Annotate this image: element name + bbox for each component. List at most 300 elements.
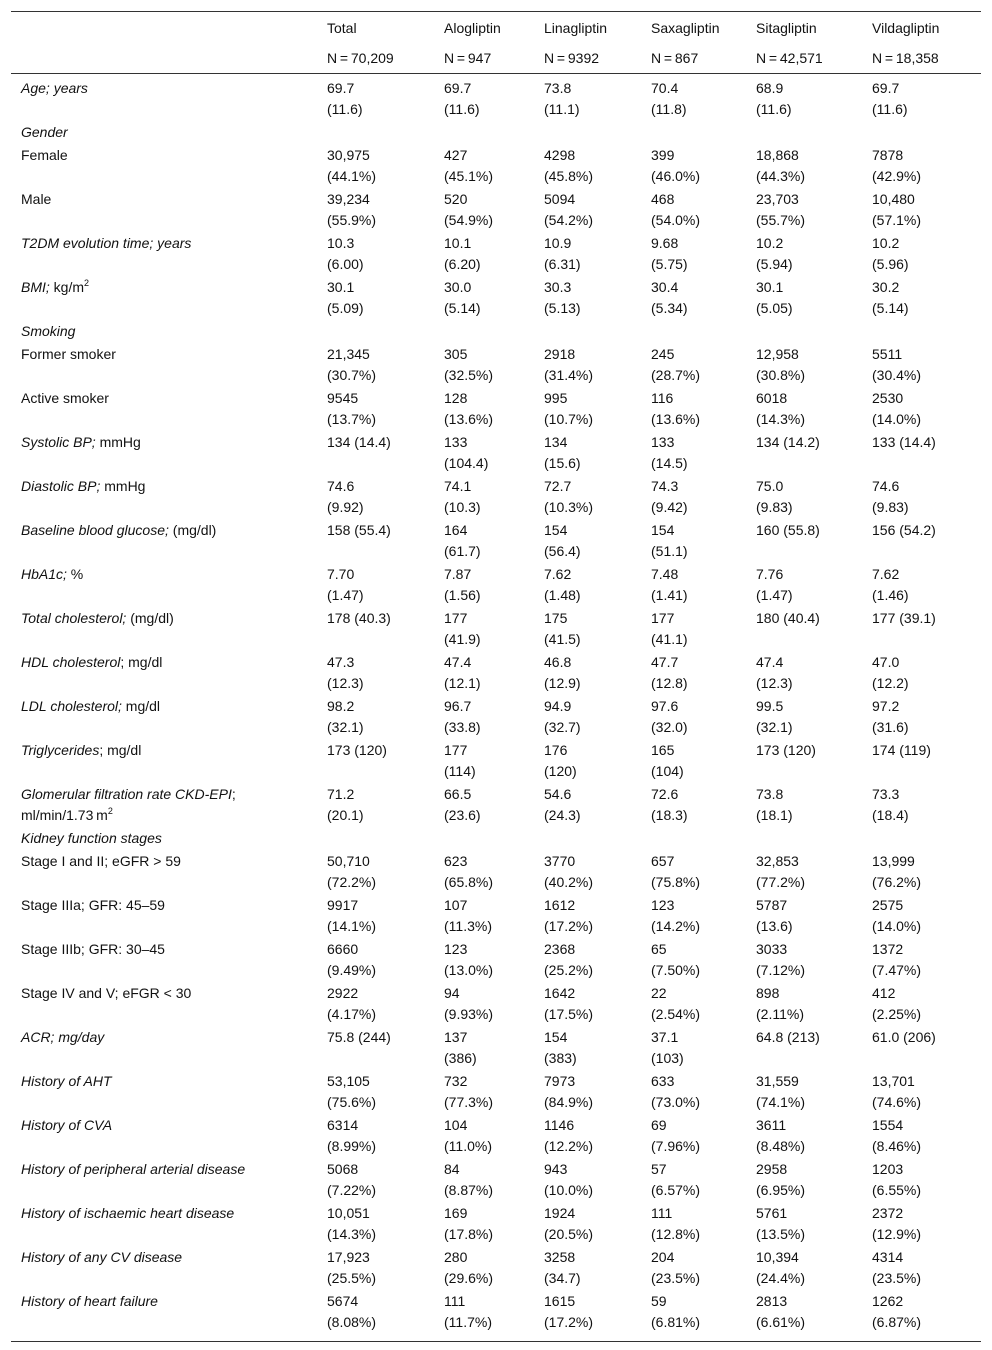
cell-detail: (8.46%) — [872, 1138, 922, 1154]
cell-detail: (30.8%) — [756, 367, 806, 383]
cell-detail: (18.1) — [756, 807, 793, 823]
row-label-italic: History of CVA — [21, 1117, 113, 1133]
row-label — [11, 851, 317, 895]
cell-value: 73.8 — [544, 80, 572, 96]
value-cell-vildagliptin — [862, 145, 981, 189]
cell-detail: (5.05) — [756, 300, 793, 316]
value-cell-linagliptin — [534, 432, 641, 476]
value-cell-linagliptin — [534, 1247, 641, 1291]
table-row — [11, 122, 981, 145]
cell-value: 54.6 — [544, 786, 572, 802]
cell-detail: (12.1) — [444, 675, 481, 691]
row-label — [11, 784, 317, 828]
n-cell-sitagliptin: N = 42,571 — [746, 48, 862, 74]
cell-detail: (5.14) — [444, 300, 481, 316]
cell-value: 2918 — [544, 346, 576, 362]
cell-detail: (6.87%) — [872, 1314, 922, 1330]
cell-value: 10.9 — [544, 235, 572, 251]
row-label-superscript: 2 — [107, 806, 113, 816]
value-cell-alogliptin — [434, 784, 534, 828]
cell-value: 6660 — [327, 941, 359, 957]
cell-value: 23,703 — [756, 191, 799, 207]
cell-value: 2575 — [872, 897, 904, 913]
cell-detail: (10.0%) — [544, 1182, 594, 1198]
value-cell-saxagliptin — [641, 388, 746, 432]
cell-value: 73.3 — [872, 786, 900, 802]
value-cell-sitagliptin — [746, 74, 862, 123]
cell-value: 5094 — [544, 191, 576, 207]
cell-detail: (41.1) — [651, 631, 688, 647]
table-row — [11, 652, 981, 696]
cell-value: 2813 — [756, 1293, 788, 1309]
value-cell-linagliptin — [534, 652, 641, 696]
row-label — [11, 939, 317, 983]
value-cell-linagliptin — [534, 983, 641, 1027]
value-cell-linagliptin — [534, 476, 641, 520]
value-cell-vildagliptin — [862, 344, 981, 388]
value-cell-total — [317, 696, 434, 740]
row-label-italic: BMI; — [21, 279, 50, 295]
row-label — [11, 1159, 317, 1203]
cell-value: 7.48 — [651, 566, 679, 582]
value-cell-alogliptin — [434, 74, 534, 123]
value-cell-alogliptin — [434, 277, 534, 321]
value-cell-linagliptin — [534, 1071, 641, 1115]
value-cell-linagliptin — [534, 321, 641, 344]
cell-value: 5511 — [872, 346, 903, 362]
cell-detail: (17.5%) — [544, 1006, 594, 1022]
value-cell-vildagliptin — [862, 564, 981, 608]
value-cell-saxagliptin — [641, 740, 746, 784]
value-cell-total — [317, 1115, 434, 1159]
value-cell-total — [317, 74, 434, 123]
row-label-italic: ACR; mg/day — [21, 1029, 105, 1045]
value-cell-linagliptin — [534, 740, 641, 784]
cell-value: 57 — [651, 1161, 667, 1177]
table-row — [11, 1071, 981, 1115]
value-cell-sitagliptin — [746, 608, 862, 652]
cell-value: 46.8 — [544, 654, 572, 670]
value-cell-saxagliptin — [641, 145, 746, 189]
cell-value: 164 — [444, 522, 468, 538]
cell-value: 73.8 — [756, 786, 784, 802]
value-cell-saxagliptin — [641, 696, 746, 740]
value-cell-saxagliptin — [641, 939, 746, 983]
value-cell-sitagliptin — [746, 564, 862, 608]
cell-value: 174 (119) — [872, 742, 931, 758]
cell-detail: (9.83) — [756, 499, 793, 515]
cell-value: 70.4 — [651, 80, 679, 96]
cell-value: 10,051 — [327, 1205, 370, 1221]
value-cell-sitagliptin — [746, 1115, 862, 1159]
cell-detail: (9.92) — [327, 499, 364, 515]
n-cell-vildagliptin: N = 18,358 — [862, 48, 981, 74]
row-label — [11, 895, 317, 939]
value-cell-sitagliptin — [746, 828, 862, 851]
cell-detail: (72.2%) — [327, 874, 377, 890]
value-cell-sitagliptin — [746, 122, 862, 145]
cell-value: 123 — [651, 897, 675, 913]
value-cell-alogliptin — [434, 1159, 534, 1203]
cell-detail: (11.8) — [651, 101, 687, 117]
value-cell-alogliptin — [434, 939, 534, 983]
cell-value: 137 — [444, 1029, 468, 1045]
cell-value: 176 — [544, 742, 568, 758]
row-label — [11, 321, 317, 344]
cell-value: 99.5 — [756, 698, 784, 714]
row-label-unit: ; ml/min/1.73 m — [21, 786, 236, 823]
cell-value: 10,394 — [756, 1249, 799, 1265]
cell-detail: (55.7%) — [756, 212, 806, 228]
value-cell-saxagliptin — [641, 277, 746, 321]
cell-detail: (14.2%) — [651, 918, 701, 934]
cell-value: 175 — [544, 610, 568, 626]
value-cell-sitagliptin — [746, 432, 862, 476]
cell-detail: (2.25%) — [872, 1006, 922, 1022]
cell-detail: (75.6%) — [327, 1094, 377, 1110]
cell-value: 104 — [444, 1117, 468, 1133]
cell-detail: (56.4) — [544, 543, 581, 559]
cell-value: 943 — [544, 1161, 568, 1177]
table-row — [11, 277, 981, 321]
cell-value: 156 (54.2) — [872, 522, 936, 538]
cell-value: 53,105 — [327, 1073, 370, 1089]
value-cell-sitagliptin — [746, 696, 862, 740]
cell-detail: (25.2%) — [544, 962, 594, 978]
value-cell-total — [317, 895, 434, 939]
cell-detail: (32.0) — [651, 719, 688, 735]
row-label-italic: HDL cholesterol — [21, 654, 121, 670]
cell-detail: (84.9%) — [544, 1094, 594, 1110]
value-cell-alogliptin — [434, 1027, 534, 1071]
row-label-italic: HbA1c; — [21, 566, 67, 582]
cell-value: 1615 — [544, 1293, 576, 1309]
cell-detail: (13.7%) — [327, 411, 377, 427]
cell-value: 177 (39.1) — [872, 610, 936, 626]
cell-detail: (8.87%) — [444, 1182, 494, 1198]
cell-detail: (12.9%) — [872, 1226, 922, 1242]
table-row — [11, 564, 981, 608]
cell-detail: (54.2%) — [544, 212, 594, 228]
row-label-unit: mmHg — [95, 434, 141, 450]
row-label-italic: Triglycerides — [21, 742, 100, 758]
cell-detail: (44.3%) — [756, 168, 806, 184]
cell-detail: (13.0%) — [444, 962, 494, 978]
header-cell-vildagliptin: Vildagliptin — [862, 12, 981, 49]
cell-value: 1262 — [872, 1293, 904, 1309]
table-row — [11, 939, 981, 983]
cell-detail: (9.93%) — [444, 1006, 494, 1022]
cell-value: 520 — [444, 191, 468, 207]
row-label-italic: History of any CV disease — [21, 1249, 183, 1265]
cell-detail: (8.08%) — [327, 1314, 377, 1330]
row-label-italic: Systolic BP; — [21, 434, 96, 450]
cell-detail: (45.8%) — [544, 168, 594, 184]
cell-value: 5674 — [327, 1293, 359, 1309]
cell-value: 6314 — [327, 1117, 359, 1133]
cell-value: 280 — [444, 1249, 468, 1265]
row-label-italic: Smoking — [21, 323, 76, 339]
cell-value: 154 — [651, 522, 675, 538]
cell-value: 50,710 — [327, 853, 370, 869]
header-cell-linagliptin: Linagliptin — [534, 12, 641, 49]
value-cell-alogliptin — [434, 321, 534, 344]
value-cell-vildagliptin — [862, 388, 981, 432]
value-cell-sitagliptin — [746, 895, 862, 939]
row-label-unit: Female — [21, 147, 68, 163]
value-cell-vildagliptin — [862, 784, 981, 828]
n-cell-total: N = 70,209 — [317, 48, 434, 74]
cell-detail: (12.2) — [872, 675, 909, 691]
cell-value: 7.87 — [444, 566, 472, 582]
value-cell-total — [317, 1071, 434, 1115]
cell-value: 134 — [544, 434, 568, 450]
cell-detail: (104) — [651, 763, 684, 779]
cell-detail: (23.6) — [444, 807, 481, 823]
cell-detail: (7.96%) — [651, 1138, 701, 1154]
cell-detail: (6.55%) — [872, 1182, 922, 1198]
value-cell-total — [317, 652, 434, 696]
cell-detail: (5.75) — [651, 256, 688, 272]
cell-value: 71.2 — [327, 786, 355, 802]
row-label-italic: Glomerular filtration rate CKD-EPI — [21, 786, 232, 802]
cell-detail: (20.5%) — [544, 1226, 594, 1242]
cell-detail: (77.2%) — [756, 874, 806, 890]
value-cell-vildagliptin — [862, 1291, 981, 1342]
value-cell-linagliptin — [534, 564, 641, 608]
cell-detail: (42.9%) — [872, 168, 922, 184]
cell-value: 177 — [444, 610, 468, 626]
value-cell-saxagliptin — [641, 1203, 746, 1247]
value-cell-sitagliptin — [746, 1071, 862, 1115]
value-cell-vildagliptin — [862, 277, 981, 321]
cell-detail: (11.6) — [756, 101, 792, 117]
baseline-characteristics-table-container — [11, 11, 981, 1342]
row-label — [11, 122, 317, 145]
row-label-unit: Stage I and II; eGFR > 59 — [21, 853, 181, 869]
cell-detail: (14.0%) — [872, 411, 922, 427]
value-cell-vildagliptin — [862, 608, 981, 652]
value-cell-saxagliptin — [641, 983, 746, 1027]
cell-value: 74.1 — [444, 478, 472, 494]
cell-detail: (5.94) — [756, 256, 793, 272]
cell-detail: (12.8) — [651, 675, 688, 691]
cell-detail: (5.34) — [651, 300, 688, 316]
n-row — [11, 48, 981, 74]
cell-detail: (10.7%) — [544, 411, 594, 427]
value-cell-vildagliptin — [862, 1027, 981, 1071]
n-cell-linagliptin: N = 9392 — [534, 48, 641, 74]
cell-value: 245 — [651, 346, 675, 362]
row-label-unit: Stage IIIa; GFR: 45–59 — [21, 897, 165, 913]
cell-value: 177 — [444, 742, 468, 758]
value-cell-saxagliptin — [641, 321, 746, 344]
table-row — [11, 388, 981, 432]
cell-value: 30.1 — [756, 279, 784, 295]
table-row — [11, 476, 981, 520]
cell-detail: (13.5%) — [756, 1226, 806, 1242]
value-cell-sitagliptin — [746, 983, 862, 1027]
cell-detail: (15.6) — [544, 455, 581, 471]
row-label — [11, 652, 317, 696]
cell-detail: (103) — [651, 1050, 684, 1066]
cell-value: 154 — [544, 522, 568, 538]
cell-value: 204 — [651, 1249, 675, 1265]
value-cell-saxagliptin — [641, 608, 746, 652]
value-cell-linagliptin — [534, 1027, 641, 1071]
value-cell-sitagliptin — [746, 1291, 862, 1342]
cell-detail: (7.12%) — [756, 962, 806, 978]
cell-detail: (34.7) — [544, 1270, 581, 1286]
cell-detail: (23.5%) — [651, 1270, 701, 1286]
cell-value: 169 — [444, 1205, 468, 1221]
value-cell-vildagliptin — [862, 476, 981, 520]
cell-value: 732 — [444, 1073, 468, 1089]
value-cell-linagliptin — [534, 277, 641, 321]
value-cell-sitagliptin — [746, 1027, 862, 1071]
value-cell-total — [317, 1247, 434, 1291]
value-cell-total — [317, 939, 434, 983]
cell-detail: (32.1) — [327, 719, 364, 735]
cell-detail: (1.47) — [327, 587, 364, 603]
value-cell-total — [317, 1027, 434, 1071]
cell-value: 30,975 — [327, 147, 370, 163]
cell-detail: (6.61%) — [756, 1314, 806, 1330]
value-cell-total — [317, 122, 434, 145]
value-cell-linagliptin — [534, 696, 641, 740]
cell-value: 1203 — [872, 1161, 904, 1177]
cell-detail: (10.3) — [444, 499, 481, 515]
row-label-italic: LDL cholesterol; — [21, 698, 122, 714]
value-cell-sitagliptin — [746, 1247, 862, 1291]
cell-value: 47.7 — [651, 654, 679, 670]
value-cell-vildagliptin — [862, 1115, 981, 1159]
row-label-italic: Gender — [21, 124, 68, 140]
cell-detail: (32.7) — [544, 719, 581, 735]
cell-detail: (33.8) — [444, 719, 481, 735]
n-cell-saxagliptin: N = 867 — [641, 48, 746, 74]
value-cell-linagliptin — [534, 388, 641, 432]
value-cell-saxagliptin — [641, 828, 746, 851]
cell-value: 94.9 — [544, 698, 572, 714]
cell-value: 30.2 — [872, 279, 900, 295]
table-row — [11, 432, 981, 476]
cell-detail: (57.1%) — [872, 212, 922, 228]
cell-value: 133 — [444, 434, 468, 450]
row-label-unit: kg/m — [49, 279, 85, 295]
cell-value: 3611 — [756, 1117, 787, 1133]
row-label-unit: (mg/dl) — [126, 610, 174, 626]
baseline-characteristics-table — [11, 11, 981, 1342]
cell-value: 7.62 — [544, 566, 572, 582]
cell-detail: (7.47%) — [872, 962, 922, 978]
value-cell-alogliptin — [434, 1071, 534, 1115]
table-row — [11, 233, 981, 277]
row-label — [11, 233, 317, 277]
table-body — [11, 74, 981, 1342]
cell-detail: (2.11%) — [756, 1006, 804, 1022]
cell-value: 72.6 — [651, 786, 679, 802]
value-cell-sitagliptin — [746, 476, 862, 520]
table-row — [11, 608, 981, 652]
cell-detail: (31.6) — [872, 719, 909, 735]
value-cell-alogliptin — [434, 740, 534, 784]
cell-value: 17,923 — [327, 1249, 370, 1265]
row-label-italic: Diastolic BP; — [21, 478, 101, 494]
value-cell-total — [317, 608, 434, 652]
value-cell-linagliptin — [534, 233, 641, 277]
cell-value: 412 — [872, 985, 896, 1001]
value-cell-alogliptin — [434, 696, 534, 740]
row-label — [11, 740, 317, 784]
table-row — [11, 145, 981, 189]
row-label — [11, 696, 317, 740]
value-cell-saxagliptin — [641, 851, 746, 895]
value-cell-vildagliptin — [862, 1159, 981, 1203]
row-label-unit: Male — [21, 191, 52, 207]
value-cell-sitagliptin — [746, 740, 862, 784]
cell-detail: (1.47) — [756, 587, 793, 603]
cell-detail: (44.1%) — [327, 168, 377, 184]
n-cell-alogliptin: N = 947 — [434, 48, 534, 74]
cell-detail: (54.9%) — [444, 212, 494, 228]
cell-value: 107 — [444, 897, 468, 913]
cell-value: 97.6 — [651, 698, 679, 714]
cell-detail: (5.09) — [327, 300, 364, 316]
cell-value: 5787 — [756, 897, 788, 913]
cell-detail: (17.2%) — [544, 918, 594, 934]
cell-value: 37.1 — [651, 1029, 679, 1045]
cell-value: 9917 — [327, 897, 359, 913]
cell-value: 427 — [444, 147, 468, 163]
value-cell-alogliptin — [434, 520, 534, 564]
cell-value: 154 — [544, 1029, 568, 1045]
cell-value: 64.8 (213) — [756, 1029, 820, 1045]
value-cell-linagliptin — [534, 1159, 641, 1203]
cell-value: 30.4 — [651, 279, 679, 295]
value-cell-vildagliptin — [862, 939, 981, 983]
value-cell-sitagliptin — [746, 145, 862, 189]
value-cell-alogliptin — [434, 828, 534, 851]
cell-detail: (6.00) — [327, 256, 364, 272]
cell-value: 30.3 — [544, 279, 572, 295]
cell-value: 47.0 — [872, 654, 900, 670]
cell-detail: (25.5%) — [327, 1270, 377, 1286]
table-row — [11, 740, 981, 784]
value-cell-linagliptin — [534, 122, 641, 145]
cell-value: 7973 — [544, 1073, 576, 1089]
cell-detail: (9.49%) — [327, 962, 377, 978]
cell-value: 657 — [651, 853, 675, 869]
value-cell-sitagliptin — [746, 321, 862, 344]
row-label — [11, 277, 317, 321]
cell-detail: (120) — [544, 763, 577, 779]
table-row — [11, 344, 981, 388]
cell-detail: (5.14) — [872, 300, 909, 316]
cell-value: 69.7 — [327, 80, 355, 96]
value-cell-vildagliptin — [862, 189, 981, 233]
value-cell-saxagliptin — [641, 1247, 746, 1291]
cell-value: 468 — [651, 191, 675, 207]
value-cell-linagliptin — [534, 1203, 641, 1247]
cell-value: 74.6 — [327, 478, 355, 494]
row-label-unit: Stage IIIb; GFR: 30–45 — [21, 941, 165, 957]
table-row — [11, 983, 981, 1027]
cell-value: 9.68 — [651, 235, 679, 251]
cell-detail: (41.9) — [444, 631, 481, 647]
row-label — [11, 1071, 317, 1115]
value-cell-linagliptin — [534, 520, 641, 564]
